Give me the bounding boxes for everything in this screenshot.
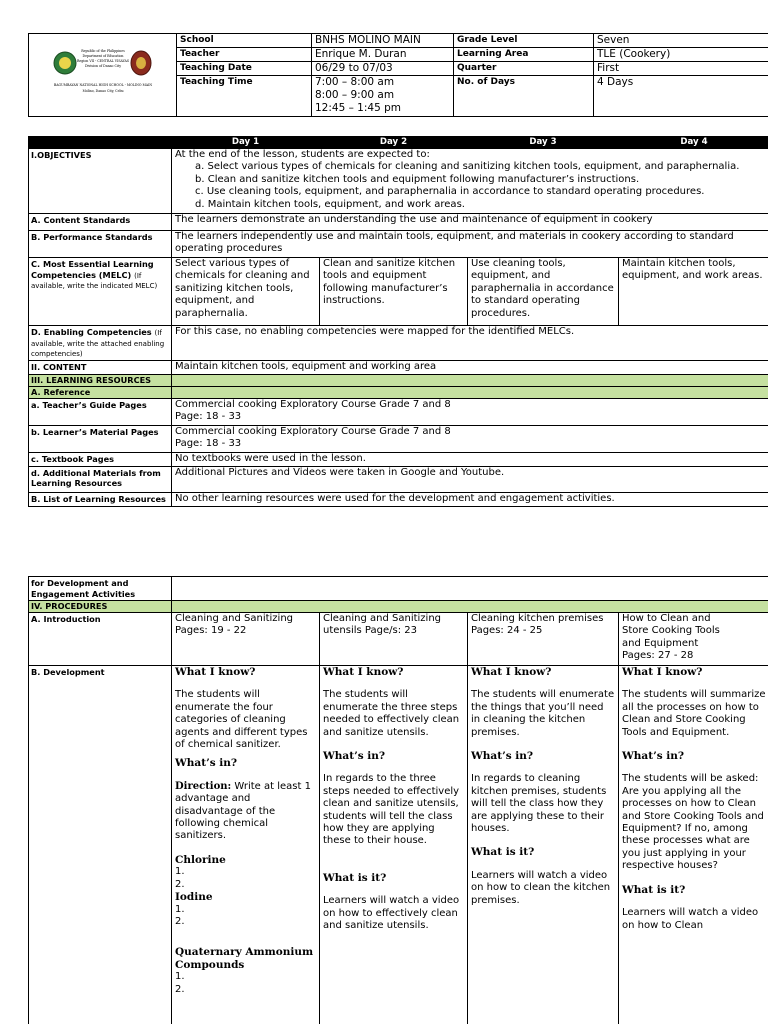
logo-line-3: Region VII - CENTRAL VISAYAS — [76, 59, 129, 63]
content-standards-value: The learners demonstrate an understanding the use and maintenance of equipment in cookery — [172, 214, 768, 231]
learning-resources-label: III. LEARNING RESOURCES — [29, 374, 172, 386]
intro-pages: Pages: 27 - 28 — [622, 650, 694, 662]
date-value: 06/29 to 07/03 — [312, 62, 454, 76]
time-label: Teaching Time — [177, 76, 312, 117]
what-i-know-text: The students will summarize all the processes on how to Clean and Store Cooking Tools and Equipment. — [622, 689, 766, 738]
what-i-know-heading: What I know? — [175, 666, 256, 678]
development-day-3 — [468, 666, 619, 1024]
what-is-it-text: Learners will watch a video on how to Clean — [622, 907, 759, 931]
introduction-label: A. Introduction — [29, 613, 172, 666]
direction-label: Direction: — [175, 780, 232, 792]
whats-in-text: In regards to cleaning kitchen premises, students will tell the class how they are applying these to their houses. — [471, 773, 607, 835]
blank-item: 1. — [175, 903, 185, 915]
development-day-1 — [172, 666, 320, 1024]
intro-text: Cleaning and Sanitizing — [323, 613, 442, 624]
school-logo-cell — [29, 34, 177, 117]
what-i-know-heading: What I know? — [471, 666, 552, 678]
intro-day-3 — [468, 613, 619, 666]
days-value: 4 Days — [594, 76, 768, 117]
content-label: II. CONTENT — [29, 360, 172, 374]
blank-item: 1. — [175, 866, 185, 878]
intro-pages: Pages: 19 - 22 — [175, 625, 247, 637]
intro-day-1 — [172, 613, 320, 666]
date-label: Teaching Date — [177, 62, 312, 76]
logo-line-5: BAGUMBAYAN NATIONAL HIGH SCHOOL - MOLINO MAIN — [53, 83, 152, 87]
day-header: Day 2 — [320, 137, 468, 149]
intro-text: Cleaning kitchen premises — [471, 613, 604, 624]
textbook-label: c. Textbook Pages — [29, 452, 172, 466]
time-slot: 12:45 – 1:45 pm — [315, 102, 401, 115]
area-value: TLE (Cookery) — [594, 48, 768, 62]
what-i-know-text: The students will enumerate the four categories of cleaning agents and different types of chemical sanitizer. — [175, 689, 308, 751]
lesson-plan-table — [28, 136, 768, 507]
performance-standards-label: B. Performance Standards — [29, 231, 172, 258]
teachers-guide-label: a. Teacher’s Guide Pages — [29, 398, 172, 425]
teacher-value: Enrique M. Duran — [312, 48, 454, 62]
what-is-it-text: Learners will watch a video on how to clean the kitchen premises. — [471, 869, 611, 906]
whats-in-heading: What’s in? — [622, 750, 685, 763]
intro-text: How to Clean and — [622, 613, 711, 624]
learners-material-label: b. Learner’s Material Pages — [29, 425, 172, 452]
day-header: Day 1 — [172, 137, 320, 149]
blank-item: 2. — [175, 878, 185, 890]
quarter-label: Quarter — [454, 62, 594, 76]
intro-text: and Equipment — [622, 637, 699, 649]
what-i-know-heading: What I know? — [323, 666, 404, 678]
intro-pages: utensils Page/s: 23 — [323, 625, 417, 637]
what-is-it-heading: What is it? — [622, 883, 686, 896]
content-standards-label: A. Content Standards — [29, 214, 172, 231]
logo-line-2: Department of Education — [82, 54, 123, 58]
direction-text — [175, 781, 316, 843]
learners-material-pages: Page: 18 - 33 — [175, 437, 242, 449]
enabling-label-note: (If available, write the attached enabling competencies) — [31, 329, 165, 358]
what-is-it-text: Learners will watch a video on how to effectively clean and sanitize utensils. — [323, 895, 460, 932]
whats-in-text: In regards to the three steps needed to effectively clean and sanitize utensils, students will tell the class how they are applying these to their house. — [323, 773, 460, 847]
intro-pages: Pages: 24 - 25 — [471, 625, 543, 637]
time-value — [312, 76, 454, 117]
continued-blank — [172, 577, 768, 601]
melc-label-text: C. Most Essential Learning Competencies (MELC) — [31, 259, 154, 280]
objective-item: d. Maintain kitchen tools, equipment, and work areas. — [195, 198, 465, 210]
day-header: Day 3 — [468, 137, 619, 149]
enabling-value: For this case, no enabling competencies were mapped for the identified MELCs. — [172, 326, 768, 361]
objective-item: c. Use cleaning tools, equipment, and paraphernalia in accordance to standard operating procedures. — [195, 186, 705, 198]
what-is-it-heading: What is it? — [471, 846, 535, 859]
intro-text: Cleaning and Sanitizing — [175, 613, 294, 624]
school-value: BNHS MOLINO MAIN — [312, 34, 454, 48]
objectives-cell — [172, 149, 768, 214]
objective-item: a. Select various types of chemicals for cleaning and sanitizing kitchen tools, equipment, and paraphernalia. — [195, 161, 740, 173]
objective-item: b. Clean and sanitize kitchen tools and equipment following manufacturer’s instructions. — [195, 173, 640, 185]
blank-item: 1. — [175, 971, 185, 983]
whats-in-text: The students will be asked: Are you applying all the processes on how to Clean and Store Cooking Tools and Equipment? If no, among these processes what are you just applying in your respective houses? — [622, 773, 764, 872]
development-day-2 — [320, 666, 468, 1024]
procedures-table — [28, 576, 768, 1024]
area-label: Learning Area — [454, 48, 594, 62]
melc-label — [29, 258, 172, 326]
enabling-label-text: D. Enabling Competencies — [31, 327, 152, 337]
teachers-guide-title: Commercial cooking Exploratory Course Grade 7 and 8 — [175, 398, 451, 410]
school-label: School — [177, 34, 312, 48]
list-resources-label: B. List of Learning Resources — [29, 492, 172, 506]
iodine-heading: Iodine — [175, 891, 213, 904]
content-value: Maintain kitchen tools, equipment and working area — [172, 360, 768, 374]
continued-label: for Development and Engagement Activities — [29, 577, 172, 601]
melc-day-4: Maintain kitchen tools, equipment, and work areas. — [619, 258, 768, 326]
time-slot: 7:00 – 8:00 am — [315, 76, 395, 89]
header-table — [28, 33, 768, 117]
teachers-guide-pages: Page: 18 - 33 — [175, 410, 242, 422]
additional-materials-label: d. Additional Materials from Learning Resources — [29, 466, 172, 492]
learners-material-value — [172, 425, 768, 452]
blank-item: 2. — [175, 915, 185, 927]
day-header: Day 4 — [619, 137, 768, 149]
textbook-value: No textbooks were used in the lesson. — [172, 452, 768, 466]
melc-day-2: Clean and sanitize kitchen tools and equipment following manufacturer’s instructions. — [320, 258, 468, 326]
list-resources-value: No other learning resources were used for the development and engagement activities. — [172, 492, 768, 506]
quarter-value: First — [594, 62, 768, 76]
melc-label-note: (If available, write the indicated MELC) — [31, 271, 158, 290]
development-label: B. Development — [29, 666, 172, 1024]
additional-materials-value: Additional Pictures and Videos were taken in Google and Youtube. — [172, 466, 768, 492]
what-i-know-text: The students will enumerate the three steps needed to effectively clean and sanitize utensils. — [323, 689, 460, 738]
reference-band — [172, 386, 768, 398]
blank-item: 2. — [175, 983, 185, 995]
what-is-it-heading: What is it? — [323, 871, 387, 884]
logo-line-4: Division of Danao City — [84, 64, 121, 68]
chlorine-heading: Chlorine — [175, 853, 226, 866]
intro-day-4 — [619, 613, 768, 666]
day-header-row — [29, 137, 768, 149]
enabling-label — [29, 326, 172, 361]
school-seal-logo — [43, 43, 163, 103]
blank-header-cell — [29, 137, 172, 149]
performance-standards-value: The learners independently use and maintain tools, equipment, and materials in cookery according to standard operating procedures — [172, 231, 768, 258]
reference-label: A. Reference — [29, 386, 172, 398]
melc-day-3: Use cleaning tools, equipment, and paraphernalia in accordance to standard operating procedures. — [468, 258, 619, 326]
days-label: No. of Days — [454, 76, 594, 117]
intro-text: Store Cooking Tools — [622, 625, 720, 637]
whats-in-heading: What’s in? — [323, 750, 386, 763]
quat-heading: Quaternary Ammonium Compounds — [175, 946, 314, 971]
procedures-label: IV. PROCEDURES — [29, 601, 172, 613]
logo-line-1: Republic of the Philippines — [80, 49, 125, 53]
grade-value: Seven — [594, 34, 768, 48]
logo-line-6: Molino, Danao City, Cebu — [81, 89, 124, 93]
objectives-intro: At the end of the lesson, students are expected to: — [175, 149, 430, 160]
whats-in-heading: What’s in? — [175, 757, 238, 770]
development-day-4 — [619, 666, 768, 1024]
intro-day-2 — [320, 613, 468, 666]
learning-resources-band — [172, 374, 768, 386]
melc-day-1: Select various types of chemicals for cleaning and sanitizing kitchen tools, equipment, and paraphernalia. — [172, 258, 320, 326]
objectives-label: I.OBJECTIVES — [29, 149, 172, 214]
time-slot: 8:00 – 9:00 am — [315, 89, 395, 102]
teachers-guide-value — [172, 398, 768, 425]
learners-material-title: Commercial cooking Exploratory Course Grade 7 and 8 — [175, 425, 451, 437]
grade-label: Grade Level — [454, 34, 594, 48]
teacher-label: Teacher — [177, 48, 312, 62]
procedures-band — [172, 601, 768, 613]
direction-body: Write at least 1 advantage and disadvantage of the following chemical sanitizers. — [175, 780, 311, 842]
what-i-know-text: The students will enumerate the things that you’ll need in cleaning the kitchen premises. — [471, 689, 615, 738]
what-i-know-heading: What I know? — [622, 666, 703, 678]
whats-in-heading: What’s in? — [471, 750, 534, 763]
